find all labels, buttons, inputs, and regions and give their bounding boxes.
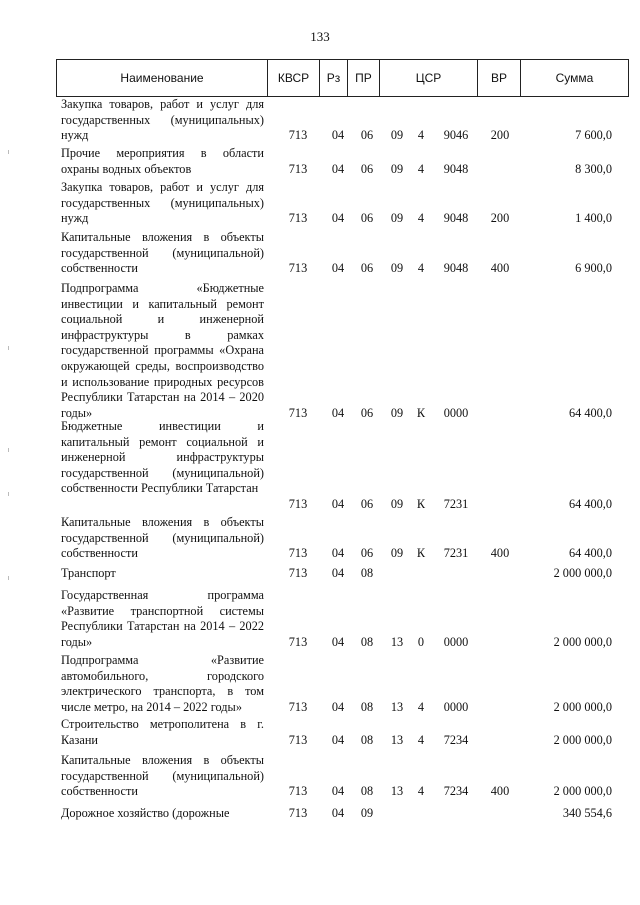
vr-cell: 200: [490, 128, 510, 143]
csr-subprogram-cell: 4: [417, 784, 425, 799]
margin-mark: [8, 492, 9, 496]
column-header-sum: Сумма: [555, 71, 594, 85]
csr-subprogram-cell: 4: [417, 732, 425, 747]
csr-subprogram-cell: 4: [417, 699, 425, 714]
csr-direction-cell: 9048: [443, 211, 469, 226]
rz-cell: 04: [331, 546, 345, 561]
kvsr-cell: 713: [288, 784, 308, 799]
csr-direction-cell: 0000: [443, 405, 469, 420]
sum-cell: 1 400,0: [575, 211, 612, 226]
row-name: Капитальные вложения в объекты государственной (муниципальной) собственности: [61, 230, 264, 276]
csr-subprogram-cell: 4: [417, 211, 425, 226]
row-name: Строительство метрополитена в г. Казани: [61, 717, 264, 747]
pr-cell: 08: [360, 634, 374, 649]
vr-cell: 400: [490, 546, 510, 561]
rz-cell: 04: [331, 161, 345, 176]
sum-cell: 340 554,6: [562, 806, 612, 820]
rz-cell: 04: [331, 732, 345, 747]
kvsr-cell: 713: [288, 566, 308, 580]
csr-program-cell: 13: [390, 732, 404, 747]
kvsr-cell: 713: [288, 161, 308, 176]
sum-cell: 2 000 000,0: [553, 566, 612, 580]
sum-cell: 2 000 000,0: [553, 784, 612, 799]
sum-cell: 64 400,0: [568, 546, 612, 561]
rz-cell: 04: [331, 634, 345, 649]
csr-subprogram-cell: 0: [417, 634, 425, 649]
csr-subprogram-cell: 4: [417, 128, 425, 143]
pr-cell: 08: [360, 566, 374, 580]
sum-cell: 2 000 000,0: [553, 634, 612, 649]
row-name: Капитальные вложения в объекты государственной (муниципальной) собственности: [61, 515, 264, 561]
csr-program-cell: 09: [390, 497, 404, 511]
row-name: Закупка товаров, работ и услуг для государственных (муниципальных) нужд: [61, 97, 264, 143]
pr-cell: 06: [360, 546, 374, 561]
row-name: Дорожное хозяйство (дорожные: [61, 806, 230, 820]
csr-program-cell: 09: [390, 161, 404, 176]
rz-cell: 04: [331, 806, 345, 820]
rz-cell: 04: [331, 405, 345, 420]
csr-program-cell: 13: [390, 784, 404, 799]
kvsr-cell: 713: [288, 699, 308, 714]
csr-subprogram-cell: К: [416, 546, 426, 561]
kvsr-cell: 713: [288, 405, 308, 420]
sum-cell: 6 900,0: [575, 261, 612, 276]
pr-cell: 06: [360, 161, 374, 176]
kvsr-cell: 713: [288, 546, 308, 561]
row-name: Бюджетные инвестиции и капитальный ремонт социальной и инженерной инфраструктуры государственной (муниципальной) собственности Республики Татарстан: [61, 419, 264, 496]
pr-cell: 06: [360, 405, 374, 420]
column-header-csr: ЦСР: [380, 60, 478, 96]
row-name: Капитальные вложения в объекты государственной (муниципальной) собственности: [61, 753, 264, 799]
vr-cell: 400: [490, 784, 510, 799]
csr-program-cell: 09: [390, 546, 404, 561]
kvsr-cell: 713: [288, 211, 308, 226]
margin-mark: [8, 576, 9, 580]
sum-cell: 7 600,0: [575, 128, 612, 143]
kvsr-cell: 713: [288, 128, 308, 143]
pr-cell: 06: [360, 211, 374, 226]
csr-direction-cell: 7234: [443, 784, 469, 799]
csr-program-cell: 09: [390, 128, 404, 143]
vr-cell: 400: [490, 261, 510, 276]
row-name: Транспорт: [61, 566, 116, 580]
pr-cell: 08: [360, 784, 374, 799]
csr-direction-cell: 9046: [443, 128, 469, 143]
pr-cell: 06: [360, 261, 374, 276]
rz-cell: 04: [331, 784, 345, 799]
column-header-rz: Рз: [320, 60, 348, 96]
csr-subprogram-cell: 4: [417, 161, 425, 176]
rz-cell: 04: [331, 211, 345, 226]
sum-cell: 8 300,0: [575, 161, 612, 176]
margin-mark: [8, 150, 9, 154]
column-header-pr: ПР: [348, 60, 380, 96]
csr-direction-cell: 0000: [443, 699, 469, 714]
pr-cell: 08: [360, 732, 374, 747]
rz-cell: 04: [331, 128, 345, 143]
rz-cell: 04: [331, 261, 345, 276]
rz-cell: 04: [331, 566, 345, 580]
csr-subprogram-cell: К: [416, 405, 426, 420]
kvsr-cell: 713: [288, 634, 308, 649]
csr-program-cell: 09: [390, 261, 404, 276]
csr-direction-cell: 7231: [443, 546, 469, 561]
pr-cell: 06: [360, 497, 374, 511]
row-name: Подпрограмма «Развитие автомобильного, городского электрического транспорта, в том числе метро, на 2014 – 2022 годы»: [61, 653, 264, 714]
csr-program-cell: 09: [390, 211, 404, 226]
kvsr-cell: 713: [288, 806, 308, 820]
sum-cell: 64 400,0: [568, 405, 612, 420]
vr-cell: 200: [490, 211, 510, 226]
csr-program-cell: 09: [390, 405, 404, 420]
csr-direction-cell: 0000: [443, 634, 469, 649]
pr-cell: 06: [360, 128, 374, 143]
margin-mark: [8, 346, 9, 350]
row-name: Подпрограмма «Бюджетные инвестиции и капитальный ремонт социальной и инженерной инфраструктуры в рамках государственной программы «Охрана окружающей среды, воспроизводство и использование природных ресурсов Республики Татарстан на 2014 – 2020 годы»: [61, 281, 264, 420]
row-name: Государственная программа «Развитие транспортной системы Республики Татарстан на 2014 – 2022 годы»: [61, 588, 264, 649]
column-header-vr: ВР: [478, 60, 521, 96]
column-header-name: Наименование: [57, 60, 268, 96]
row-name: Закупка товаров, работ и услуг для государственных (муниципальных) нужд: [61, 180, 264, 226]
margin-mark: [8, 448, 9, 452]
csr-direction-cell: 7234: [443, 732, 469, 747]
sum-cell: 2 000 000,0: [553, 732, 612, 747]
sum-cell: 64 400,0: [568, 497, 612, 511]
kvsr-cell: 713: [288, 497, 308, 511]
csr-program-cell: 13: [390, 699, 404, 714]
csr-direction-cell: 9048: [443, 261, 469, 276]
row-name: Прочие мероприятия в области охраны водных объектов: [61, 146, 264, 176]
csr-subprogram-cell: К: [416, 497, 426, 511]
kvsr-cell: 713: [288, 261, 308, 276]
table-header: [56, 59, 629, 97]
pr-cell: 08: [360, 699, 374, 714]
sum-cell: 2 000 000,0: [553, 699, 612, 714]
column-header-kvsr: КВСР: [268, 60, 320, 96]
csr-direction-cell: 7231: [443, 497, 469, 511]
kvsr-cell: 713: [288, 732, 308, 747]
page-number: 133: [310, 29, 330, 44]
csr-direction-cell: 9048: [443, 161, 469, 176]
rz-cell: 04: [331, 699, 345, 714]
csr-subprogram-cell: 4: [417, 261, 425, 276]
csr-program-cell: 13: [390, 634, 404, 649]
rz-cell: 04: [331, 497, 345, 511]
pr-cell: 09: [360, 806, 374, 820]
